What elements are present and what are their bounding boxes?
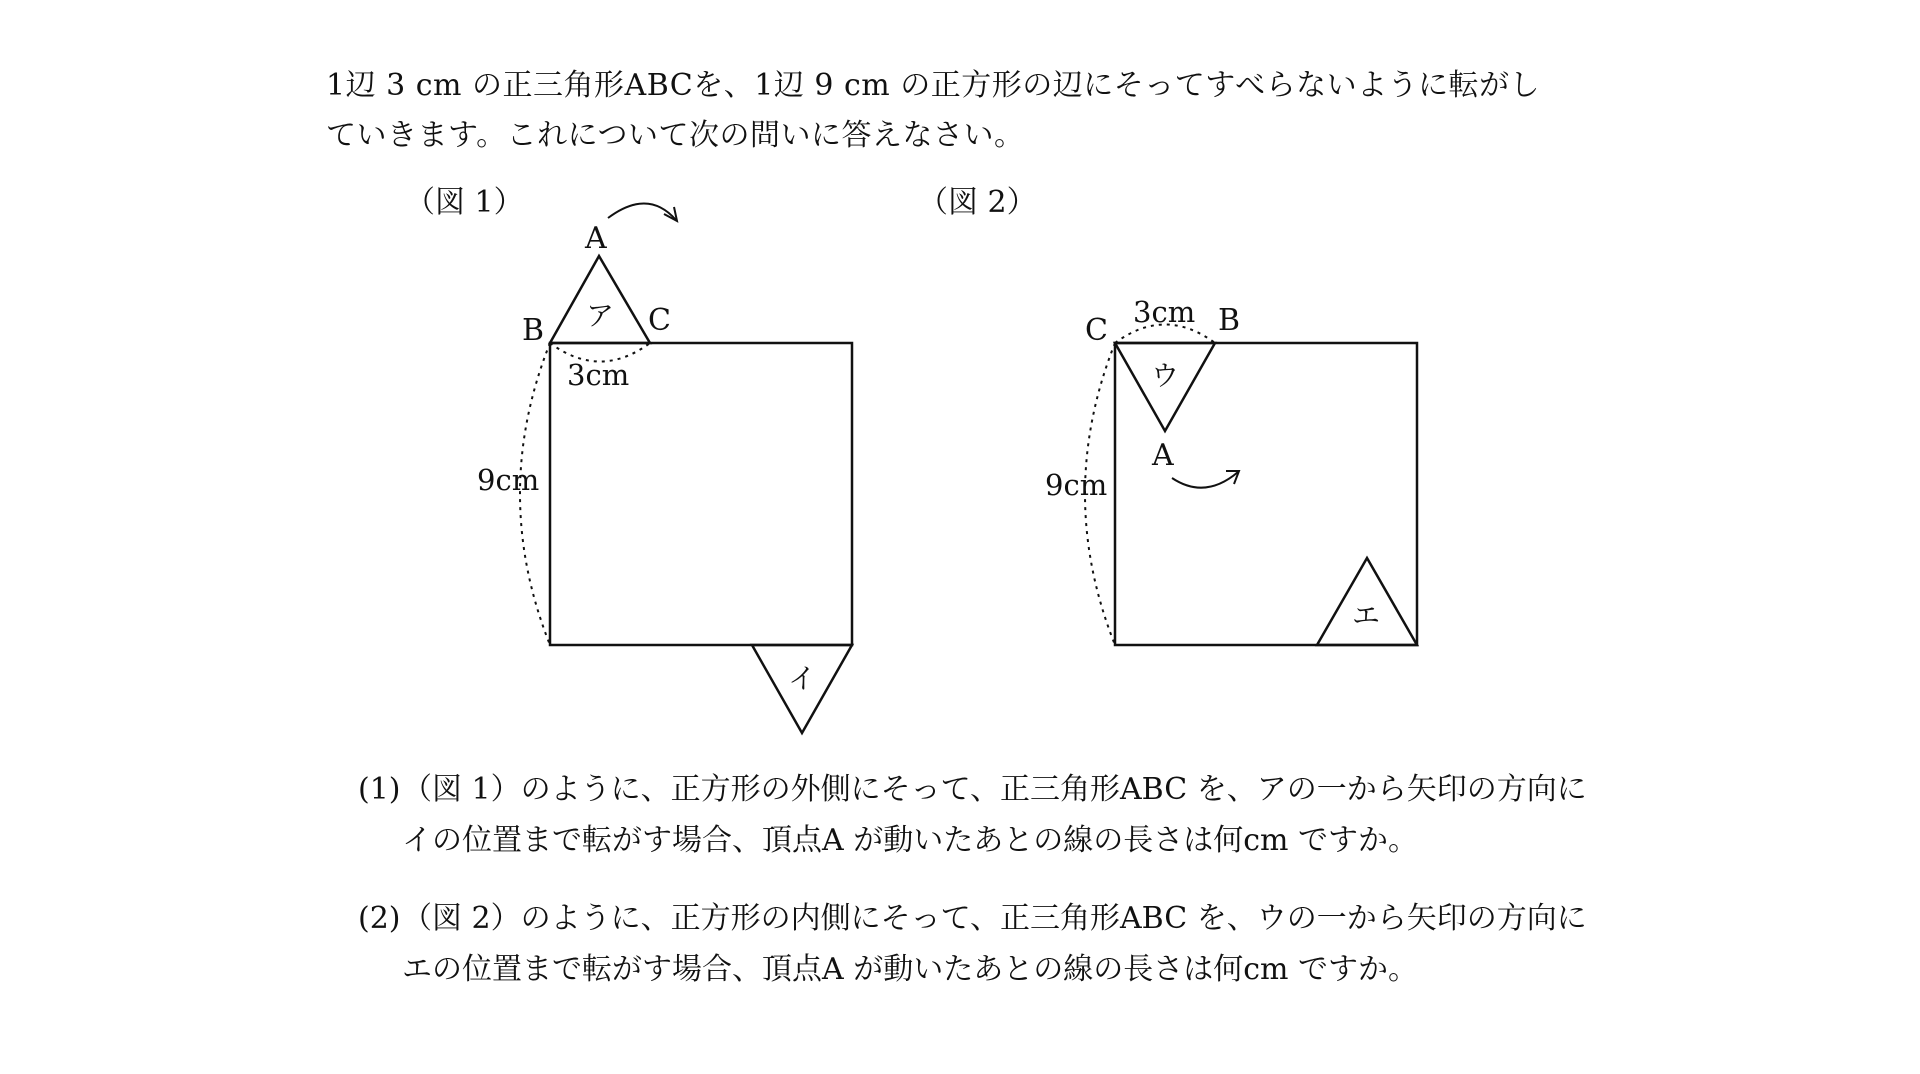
figure-1-triangle-end-label: イ	[788, 662, 817, 695]
figure-1	[405, 185, 852, 733]
figure-2-rotation-arrow	[1172, 472, 1238, 488]
question-1	[358, 764, 1587, 808]
figure-1-caption: （図 1）	[405, 185, 524, 220]
question-2-line-2: エの位置まで転がす場合、頂点A が動いたあとの線の長さは何cm ですか。	[402, 952, 1418, 987]
figure-1-triangle-start-label: ア	[586, 299, 615, 332]
figure-2-square-side-label: 9cm	[1045, 468, 1108, 502]
question-2-line-1: （図 2）のように、正方形の内側にそって、正三角形ABC を、ウの一から矢印の方向に	[402, 901, 1587, 936]
figure-1-vertex-c: C	[648, 303, 671, 338]
figure-2-vertex-a: A	[1152, 438, 1174, 473]
question-1-number: (1)	[358, 772, 401, 807]
figure-2-caption: （図 2）	[918, 185, 1037, 220]
figure-2-triangle-end-label: エ	[1352, 599, 1381, 632]
question-1-line-2: イの位置まで転がす場合、頂点A が動いたあとの線の長さは何cm ですか。	[402, 823, 1418, 858]
question-1-line-1: （図 1）のように、正方形の外側にそって、正三角形ABC を、アの一から矢印の方向に	[402, 772, 1587, 807]
question-2	[358, 893, 1587, 937]
figure-1-triangle-side-label: 3cm	[567, 358, 630, 392]
question-2-continued	[402, 944, 1418, 988]
question-2-number: (2)	[358, 901, 401, 936]
intro-line-2: ていきます。これについて次の問いに答えなさい。	[326, 118, 1025, 153]
question-1-continued	[402, 815, 1418, 859]
figure-2-vertex-b: B	[1218, 303, 1241, 338]
figure-2	[918, 185, 1417, 645]
figure-2-vertex-c: C	[1085, 313, 1108, 348]
intro-line-1: 1辺 3 cm の正三角形ABCを、1辺 9 cm の正方形の辺にそってすべらないように転がし	[326, 68, 1541, 103]
figure-2-triangle-start-label: ウ	[1151, 359, 1180, 392]
figure-2-triangle-side-label: 3cm	[1133, 295, 1196, 329]
figure-1-vertex-b: B	[522, 313, 545, 348]
figure-1-vertex-a: A	[585, 221, 607, 256]
figure-1-rotation-arrow	[608, 203, 676, 220]
figure-1-square-side-label: 9cm	[477, 463, 540, 497]
